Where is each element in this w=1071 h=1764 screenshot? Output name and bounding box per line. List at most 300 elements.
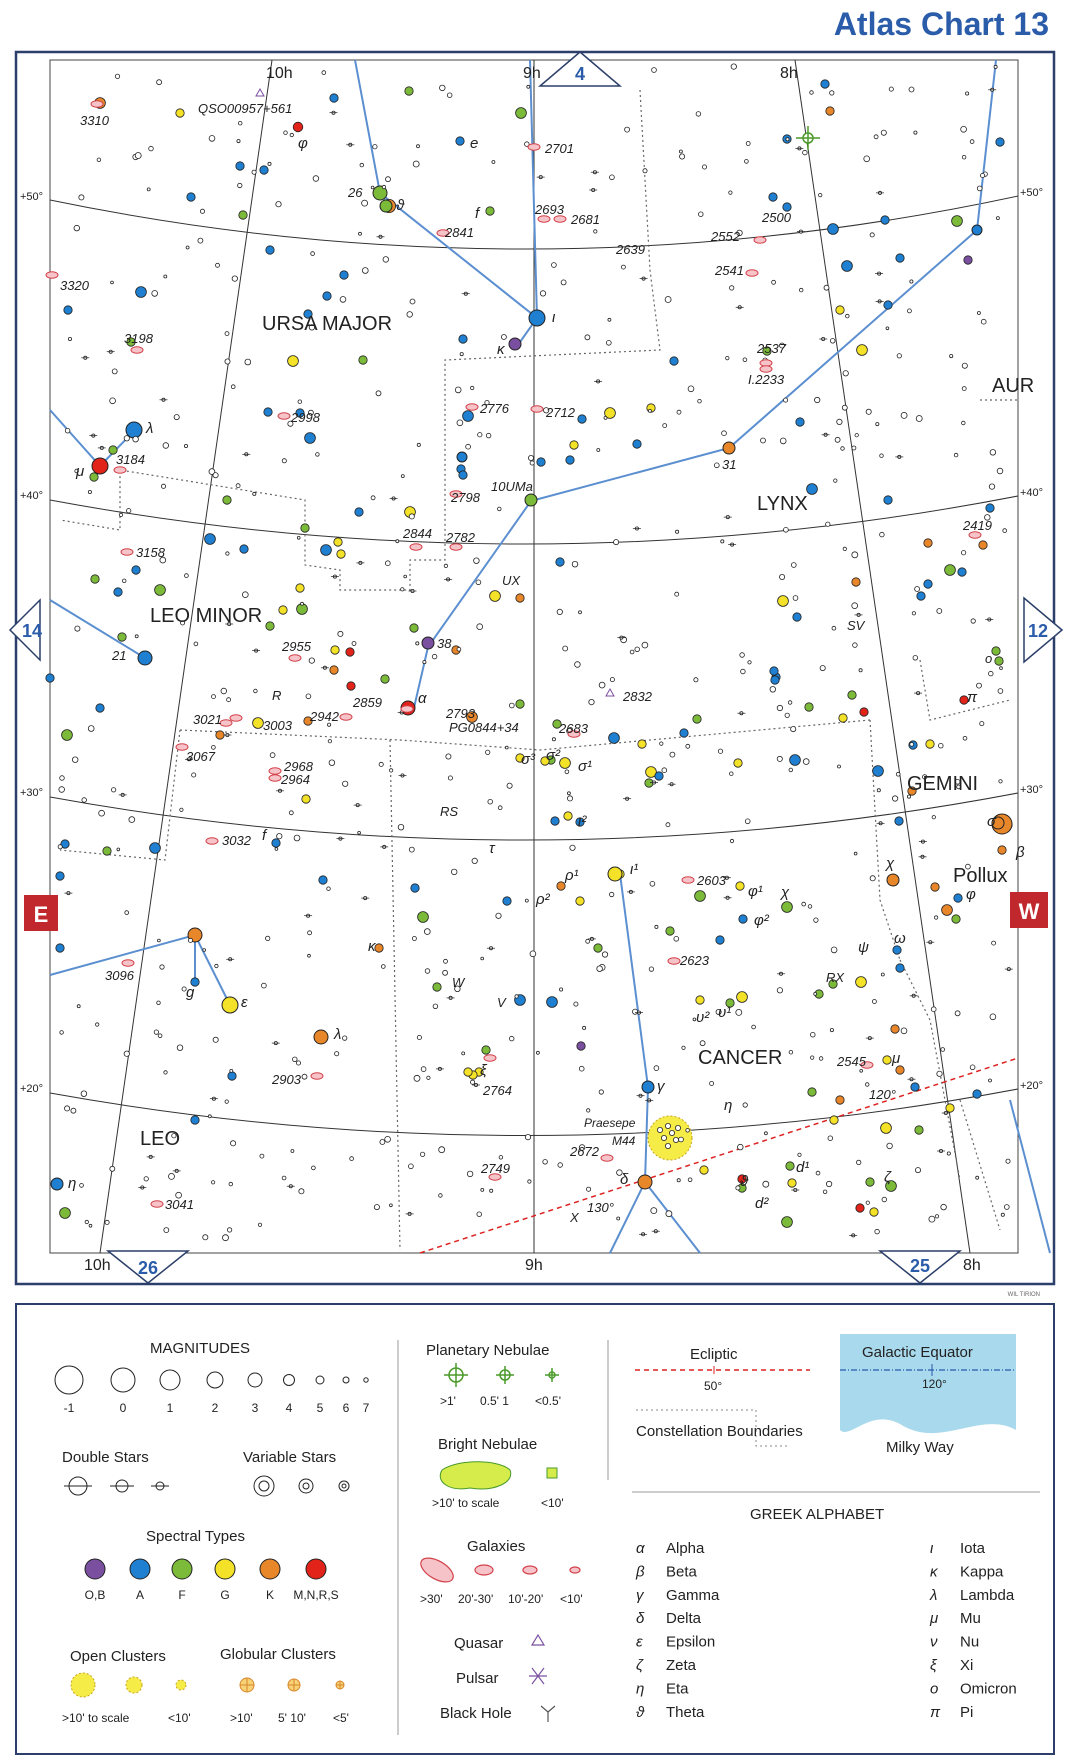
star[interactable] bbox=[896, 964, 904, 972]
star[interactable] bbox=[330, 94, 338, 102]
faint-star bbox=[404, 575, 407, 578]
star[interactable] bbox=[839, 714, 847, 722]
star[interactable] bbox=[556, 558, 564, 566]
bright-star[interactable] bbox=[314, 1030, 328, 1044]
galaxy[interactable] bbox=[484, 1055, 496, 1061]
star[interactable] bbox=[778, 596, 789, 607]
bright-star[interactable] bbox=[529, 310, 545, 326]
star[interactable] bbox=[323, 292, 331, 300]
faint-star bbox=[498, 507, 502, 511]
faint-star bbox=[374, 1205, 379, 1210]
star[interactable] bbox=[264, 408, 272, 416]
bright-star[interactable] bbox=[887, 874, 899, 886]
star[interactable] bbox=[954, 894, 962, 902]
faint-star bbox=[934, 916, 937, 919]
star[interactable] bbox=[346, 648, 354, 656]
star[interactable] bbox=[551, 817, 559, 825]
faint-star bbox=[793, 596, 798, 601]
star[interactable] bbox=[578, 415, 586, 423]
faint-star bbox=[710, 1082, 714, 1086]
star[interactable] bbox=[996, 138, 1004, 146]
praesepe-cluster[interactable] bbox=[648, 1116, 692, 1160]
star[interactable] bbox=[64, 306, 72, 314]
bright-star[interactable] bbox=[457, 452, 467, 462]
star[interactable] bbox=[486, 207, 494, 215]
faint-star bbox=[486, 433, 491, 438]
star[interactable] bbox=[736, 882, 744, 890]
star[interactable] bbox=[463, 411, 474, 422]
star[interactable] bbox=[796, 418, 804, 426]
galaxy[interactable] bbox=[269, 768, 281, 774]
faint-star bbox=[501, 335, 506, 340]
faint-star bbox=[225, 359, 230, 364]
bright-star[interactable] bbox=[972, 225, 982, 235]
bright-star[interactable] bbox=[51, 1178, 63, 1190]
star[interactable] bbox=[305, 433, 316, 444]
star[interactable] bbox=[301, 524, 309, 532]
star[interactable] bbox=[334, 538, 342, 546]
galaxy[interactable] bbox=[401, 706, 413, 712]
galaxy[interactable] bbox=[601, 1155, 613, 1161]
star[interactable] bbox=[998, 846, 1006, 854]
object-label: 2541 bbox=[715, 263, 744, 278]
star[interactable] bbox=[516, 594, 524, 602]
faint-star bbox=[748, 661, 751, 664]
object-label: 38 bbox=[437, 636, 452, 651]
star[interactable] bbox=[91, 575, 99, 583]
star[interactable] bbox=[228, 1072, 236, 1080]
magnitude-symbol bbox=[316, 1376, 324, 1384]
star[interactable] bbox=[150, 843, 161, 854]
galaxy[interactable] bbox=[121, 549, 133, 555]
star[interactable] bbox=[873, 766, 884, 777]
bright-star[interactable] bbox=[422, 637, 434, 649]
galaxy[interactable] bbox=[528, 144, 540, 150]
star[interactable] bbox=[456, 137, 464, 145]
star[interactable] bbox=[560, 758, 571, 769]
faint-star bbox=[976, 1176, 979, 1179]
galaxy[interactable] bbox=[289, 655, 301, 661]
galaxy[interactable] bbox=[46, 272, 58, 278]
faint-star bbox=[124, 1051, 129, 1056]
quasar-marker[interactable] bbox=[256, 89, 264, 96]
star[interactable] bbox=[537, 458, 545, 466]
greek-label: φ¹ bbox=[748, 883, 763, 900]
faint-star bbox=[232, 276, 237, 281]
star[interactable] bbox=[433, 983, 441, 991]
star[interactable] bbox=[680, 729, 688, 737]
star[interactable] bbox=[992, 647, 1000, 655]
galaxy[interactable] bbox=[410, 544, 422, 550]
greek-symbol: ν bbox=[930, 1633, 938, 1651]
svg-text:14: 14 bbox=[21, 621, 43, 641]
star[interactable] bbox=[782, 902, 793, 913]
star[interactable] bbox=[693, 715, 701, 723]
star[interactable] bbox=[848, 691, 856, 699]
galaxy[interactable] bbox=[754, 237, 766, 243]
star[interactable] bbox=[381, 675, 389, 683]
star[interactable] bbox=[645, 779, 653, 787]
star[interactable] bbox=[253, 718, 264, 729]
star[interactable] bbox=[576, 897, 584, 905]
star[interactable] bbox=[917, 592, 925, 600]
star[interactable] bbox=[503, 897, 511, 905]
star[interactable] bbox=[56, 944, 64, 952]
star[interactable] bbox=[410, 624, 418, 632]
star[interactable] bbox=[666, 927, 674, 935]
faint-star bbox=[327, 887, 331, 891]
galaxy[interactable] bbox=[122, 960, 134, 966]
star[interactable] bbox=[240, 545, 248, 553]
star[interactable] bbox=[90, 473, 98, 481]
star[interactable] bbox=[973, 1090, 981, 1098]
faint-star bbox=[989, 671, 994, 676]
star[interactable] bbox=[836, 1096, 844, 1104]
spectral-symbol bbox=[215, 1559, 235, 1579]
star[interactable] bbox=[296, 584, 304, 592]
star[interactable] bbox=[236, 162, 244, 170]
star[interactable] bbox=[347, 682, 355, 690]
legend-galaxy-size-1: >30' bbox=[420, 1592, 443, 1606]
star[interactable] bbox=[793, 613, 801, 621]
star[interactable] bbox=[337, 550, 345, 558]
faint-star bbox=[65, 428, 70, 433]
star[interactable] bbox=[136, 287, 147, 298]
magnitude-label: 3 bbox=[251, 1401, 259, 1415]
quasar-marker[interactable] bbox=[606, 689, 614, 696]
star[interactable] bbox=[734, 759, 742, 767]
galaxy[interactable] bbox=[531, 406, 543, 412]
star[interactable] bbox=[490, 591, 501, 602]
star[interactable] bbox=[945, 565, 956, 576]
faint-star bbox=[746, 142, 750, 146]
galaxy[interactable] bbox=[151, 1201, 163, 1207]
star[interactable] bbox=[288, 356, 299, 367]
star[interactable] bbox=[557, 882, 565, 890]
adjacent-chart-bottom-left[interactable] bbox=[108, 1251, 188, 1283]
galaxy[interactable] bbox=[131, 347, 143, 353]
star[interactable] bbox=[881, 216, 889, 224]
star[interactable] bbox=[266, 622, 274, 630]
star[interactable] bbox=[205, 534, 216, 545]
star[interactable] bbox=[769, 193, 777, 201]
star[interactable] bbox=[856, 1204, 864, 1212]
star[interactable] bbox=[826, 107, 834, 115]
star[interactable] bbox=[375, 944, 383, 952]
star[interactable] bbox=[958, 568, 966, 576]
legend-open-size-large: >10' to scale bbox=[62, 1711, 130, 1725]
star[interactable] bbox=[884, 301, 892, 309]
star[interactable] bbox=[884, 496, 892, 504]
star[interactable] bbox=[279, 606, 287, 614]
star[interactable] bbox=[594, 944, 602, 952]
star[interactable] bbox=[828, 224, 839, 235]
star[interactable] bbox=[216, 731, 224, 739]
star[interactable] bbox=[46, 674, 54, 682]
greek-label: ι bbox=[552, 309, 556, 326]
star[interactable] bbox=[964, 256, 972, 264]
object-label: 26 bbox=[348, 185, 363, 200]
faint-star bbox=[297, 536, 300, 539]
star[interactable] bbox=[737, 992, 748, 1003]
faint-star bbox=[440, 85, 446, 91]
star[interactable] bbox=[459, 335, 467, 343]
star[interactable] bbox=[836, 306, 844, 314]
star[interactable] bbox=[700, 1166, 708, 1174]
galaxy[interactable] bbox=[269, 775, 281, 781]
star[interactable] bbox=[114, 588, 122, 596]
star[interactable] bbox=[770, 667, 778, 675]
greek-label: κ bbox=[368, 938, 376, 955]
star[interactable] bbox=[464, 1068, 472, 1076]
greek-label: χ bbox=[886, 855, 895, 872]
star[interactable] bbox=[577, 1042, 585, 1050]
star[interactable] bbox=[782, 1217, 793, 1228]
faint-star bbox=[316, 453, 320, 457]
star[interactable] bbox=[716, 936, 724, 944]
star[interactable] bbox=[695, 891, 706, 902]
greek-name: Gamma bbox=[666, 1586, 720, 1604]
object-label: 2683 bbox=[559, 721, 588, 736]
star[interactable] bbox=[805, 703, 813, 711]
faint-star bbox=[96, 1023, 99, 1026]
star[interactable] bbox=[790, 755, 801, 766]
faint-star bbox=[729, 191, 732, 194]
faint-star bbox=[298, 400, 302, 404]
star[interactable] bbox=[155, 585, 166, 596]
adjacent-chart-right[interactable] bbox=[1024, 598, 1062, 662]
galaxy[interactable] bbox=[206, 838, 218, 844]
legend-galaxies-title: Galaxies bbox=[467, 1538, 526, 1555]
star[interactable] bbox=[103, 847, 111, 855]
star[interactable] bbox=[924, 580, 932, 588]
bright-star[interactable] bbox=[723, 442, 735, 454]
spectral-label: A bbox=[135, 1588, 145, 1602]
star[interactable] bbox=[896, 1066, 904, 1074]
star[interactable] bbox=[564, 812, 572, 820]
bright-star[interactable] bbox=[638, 1175, 652, 1189]
faint-star bbox=[472, 858, 477, 863]
faint-star bbox=[680, 154, 685, 159]
star[interactable] bbox=[866, 1178, 874, 1186]
bright-star[interactable] bbox=[380, 200, 392, 212]
faint-star bbox=[498, 806, 502, 810]
faint-star bbox=[471, 386, 474, 389]
faint-star bbox=[158, 1034, 162, 1038]
star[interactable] bbox=[609, 733, 620, 744]
bright-star[interactable] bbox=[222, 997, 238, 1013]
bright-star[interactable] bbox=[509, 338, 521, 350]
galaxy[interactable] bbox=[278, 413, 290, 419]
star[interactable] bbox=[931, 883, 939, 891]
star[interactable] bbox=[272, 839, 280, 847]
star[interactable] bbox=[293, 122, 303, 132]
star[interactable] bbox=[942, 905, 953, 916]
faint-star bbox=[866, 1201, 869, 1204]
faint-star bbox=[258, 1223, 261, 1226]
faint-star bbox=[507, 783, 512, 788]
star[interactable] bbox=[786, 1162, 794, 1170]
galaxy[interactable] bbox=[91, 101, 103, 107]
star[interactable] bbox=[895, 817, 903, 825]
star[interactable] bbox=[547, 997, 558, 1008]
bright-star[interactable] bbox=[608, 867, 622, 881]
bright-star[interactable] bbox=[138, 651, 152, 665]
star[interactable] bbox=[418, 912, 429, 923]
star[interactable] bbox=[319, 876, 327, 884]
star[interactable] bbox=[176, 109, 184, 117]
star[interactable] bbox=[191, 1116, 199, 1124]
faint-star bbox=[643, 169, 647, 173]
star[interactable] bbox=[807, 484, 818, 495]
star[interactable] bbox=[952, 216, 963, 227]
star[interactable] bbox=[891, 1025, 899, 1033]
faint-star bbox=[970, 1065, 975, 1070]
star[interactable] bbox=[915, 1126, 923, 1134]
star[interactable] bbox=[132, 566, 140, 574]
star[interactable] bbox=[852, 578, 860, 586]
faint-star bbox=[528, 455, 533, 460]
star[interactable] bbox=[516, 700, 524, 708]
faint-star bbox=[567, 792, 570, 795]
dec-label-20-left: +20° bbox=[20, 1083, 44, 1095]
greek-label: β bbox=[1016, 844, 1025, 861]
greek-label: λ bbox=[146, 420, 154, 437]
faint-star bbox=[409, 514, 414, 519]
star[interactable] bbox=[670, 357, 678, 365]
star[interactable] bbox=[516, 108, 527, 119]
star[interactable] bbox=[856, 977, 867, 988]
star-name-pollux: Pollux bbox=[953, 865, 1008, 887]
star[interactable] bbox=[893, 946, 901, 954]
greek-label: α bbox=[418, 690, 427, 707]
star[interactable] bbox=[808, 1088, 816, 1096]
faint-star bbox=[203, 949, 206, 952]
star[interactable] bbox=[883, 1056, 891, 1064]
faint-star bbox=[977, 312, 980, 315]
star[interactable] bbox=[302, 795, 310, 803]
constellation-cancer: CANCER bbox=[698, 1047, 783, 1069]
star[interactable] bbox=[330, 666, 338, 674]
star[interactable] bbox=[830, 1116, 838, 1124]
star[interactable] bbox=[633, 440, 641, 448]
greek-name: Theta bbox=[666, 1703, 705, 1721]
greek-symbol: ζ bbox=[636, 1657, 643, 1674]
star[interactable] bbox=[979, 541, 987, 549]
faint-star bbox=[589, 699, 594, 704]
faint-star bbox=[583, 1026, 586, 1029]
faint-star bbox=[843, 547, 846, 550]
faint-star bbox=[275, 848, 278, 851]
bright-star[interactable] bbox=[642, 1081, 654, 1093]
faint-star bbox=[838, 765, 841, 768]
star[interactable] bbox=[570, 441, 578, 449]
credit: WIL TIRION bbox=[1007, 1292, 1040, 1298]
bright-star[interactable] bbox=[525, 494, 537, 506]
galaxy[interactable] bbox=[340, 714, 352, 720]
star[interactable] bbox=[411, 884, 419, 892]
faint-star bbox=[837, 419, 842, 424]
star[interactable] bbox=[739, 915, 747, 923]
star[interactable] bbox=[266, 246, 274, 254]
star[interactable] bbox=[60, 1208, 71, 1219]
star[interactable] bbox=[911, 1083, 919, 1091]
star[interactable] bbox=[482, 1046, 490, 1054]
faint-star bbox=[164, 275, 167, 278]
greek-label: ρ¹ bbox=[565, 867, 579, 884]
star[interactable] bbox=[870, 1208, 878, 1216]
star[interactable] bbox=[857, 345, 868, 356]
star[interactable] bbox=[995, 657, 1003, 665]
star[interactable] bbox=[96, 704, 104, 712]
galaxy[interactable] bbox=[311, 1073, 323, 1079]
star[interactable] bbox=[821, 80, 829, 88]
bright-star[interactable] bbox=[126, 422, 142, 438]
spectral-label: O,B bbox=[84, 1588, 106, 1602]
star[interactable] bbox=[340, 271, 348, 279]
galaxy[interactable] bbox=[668, 958, 680, 964]
galaxy[interactable] bbox=[682, 877, 694, 883]
star[interactable] bbox=[860, 708, 868, 716]
faint-star bbox=[599, 1090, 603, 1094]
star[interactable] bbox=[655, 772, 663, 780]
object-label: 21 bbox=[112, 648, 127, 663]
galaxy[interactable] bbox=[746, 270, 758, 276]
galaxy[interactable] bbox=[114, 467, 126, 473]
svg-text:26: 26 bbox=[137, 1258, 159, 1278]
star[interactable] bbox=[223, 496, 231, 504]
galaxy[interactable] bbox=[230, 715, 242, 721]
star[interactable] bbox=[187, 193, 195, 201]
star[interactable] bbox=[459, 471, 467, 479]
star[interactable] bbox=[359, 356, 367, 364]
faint-star bbox=[859, 669, 862, 672]
star[interactable] bbox=[986, 504, 994, 512]
adjacent-chart-top[interactable] bbox=[540, 52, 620, 86]
star[interactable] bbox=[566, 456, 574, 464]
bright-star[interactable] bbox=[92, 458, 108, 474]
star[interactable] bbox=[331, 646, 339, 654]
star[interactable] bbox=[638, 740, 646, 748]
star[interactable] bbox=[696, 996, 704, 1004]
star[interactable] bbox=[842, 261, 853, 272]
star[interactable] bbox=[239, 211, 247, 219]
star[interactable] bbox=[952, 915, 960, 923]
faint-star bbox=[666, 1211, 672, 1217]
legend-black-hole: Black Hole bbox=[440, 1705, 512, 1722]
star[interactable] bbox=[924, 539, 932, 547]
star[interactable] bbox=[321, 545, 332, 556]
star[interactable] bbox=[788, 1179, 796, 1187]
faint-star bbox=[352, 642, 356, 646]
star[interactable] bbox=[405, 87, 413, 95]
star[interactable] bbox=[62, 730, 73, 741]
galaxy[interactable] bbox=[760, 360, 772, 366]
star[interactable] bbox=[881, 1123, 892, 1134]
star[interactable] bbox=[260, 166, 268, 174]
star[interactable] bbox=[355, 508, 363, 516]
star[interactable] bbox=[926, 740, 934, 748]
star[interactable] bbox=[56, 872, 64, 880]
adjacent-chart-bottom-right[interactable] bbox=[880, 1251, 960, 1283]
star[interactable] bbox=[771, 676, 779, 684]
faint-star bbox=[309, 658, 314, 663]
star[interactable] bbox=[118, 633, 126, 641]
galaxy[interactable] bbox=[466, 404, 478, 410]
star[interactable] bbox=[896, 254, 904, 262]
star[interactable] bbox=[946, 1104, 954, 1112]
object-label: 2968 bbox=[284, 759, 313, 774]
